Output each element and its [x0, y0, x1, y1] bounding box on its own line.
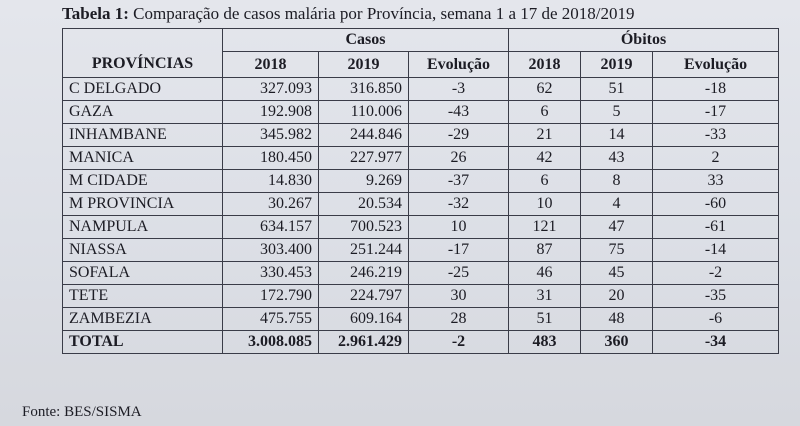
cell-casos-evolucao: -29 [409, 124, 509, 147]
header-casos-2018: 2018 [223, 52, 319, 78]
cell-obitos-2019: 51 [581, 78, 653, 101]
cell-casos-2018: 475.755 [223, 308, 319, 331]
cell-casos-2018: 330.453 [223, 262, 319, 285]
header-obitos: Óbitos [509, 29, 779, 52]
table-row [63, 216, 779, 239]
cell-casos-2019: 316.850 [319, 78, 409, 101]
cell-casos-evolucao: -43 [409, 101, 509, 124]
cell-casos-2019: 20.534 [319, 193, 409, 216]
cell-casos-evolucao: -37 [409, 170, 509, 193]
header-provincias: PROVÍNCIAS [63, 29, 223, 78]
cell-casos-2019: 609.164 [319, 308, 409, 331]
cell-total-obitos-2018: 483 [509, 331, 581, 354]
cell-casos-2019: 227.977 [319, 147, 409, 170]
cell-provincia: TETE [63, 285, 223, 308]
cell-casos-2019: 9.269 [319, 170, 409, 193]
cell-provincia: MANICA [63, 147, 223, 170]
table-row [63, 239, 779, 262]
cell-obitos-evolucao: -2 [653, 262, 779, 285]
cell-casos-2018: 14.830 [223, 170, 319, 193]
cell-provincia: M CIDADE [63, 170, 223, 193]
cell-provincia: C DELGADO [63, 78, 223, 101]
header-obitos-evolucao: Evolução [653, 52, 779, 78]
cell-casos-evolucao: -17 [409, 239, 509, 262]
table-row [63, 170, 779, 193]
table-caption-text: Comparação de casos malária por Província, semana 1 a 17 de 2018/2019 [133, 4, 635, 23]
cell-total-obitos-evolucao: -34 [653, 331, 779, 354]
header-row-groups [63, 29, 779, 52]
table-row [63, 285, 779, 308]
cell-obitos-2019: 75 [581, 239, 653, 262]
cell-obitos-2018: 31 [509, 285, 581, 308]
cell-total-label: TOTAL [63, 331, 223, 354]
cell-provincia: GAZA [63, 101, 223, 124]
cell-provincia: M PROVINCIA [63, 193, 223, 216]
header-obitos-2018: 2018 [509, 52, 581, 78]
cell-provincia: SOFALA [63, 262, 223, 285]
cell-obitos-evolucao: -61 [653, 216, 779, 239]
cell-casos-2018: 30.267 [223, 193, 319, 216]
table-row [63, 308, 779, 331]
cell-obitos-evolucao: -18 [653, 78, 779, 101]
cell-obitos-2019: 47 [581, 216, 653, 239]
cell-casos-evolucao: 10 [409, 216, 509, 239]
table-row [63, 101, 779, 124]
cell-provincia: NAMPULA [63, 216, 223, 239]
cell-casos-evolucao: 28 [409, 308, 509, 331]
cell-obitos-2019: 5 [581, 101, 653, 124]
cell-casos-2018: 345.982 [223, 124, 319, 147]
cell-casos-2019: 224.797 [319, 285, 409, 308]
cell-total-casos-2018: 3.008.085 [223, 331, 319, 354]
malaria-cases-table [62, 28, 779, 354]
cell-casos-2019: 246.219 [319, 262, 409, 285]
cell-casos-2019: 244.846 [319, 124, 409, 147]
table-row [63, 193, 779, 216]
cell-obitos-2019: 20 [581, 285, 653, 308]
cell-casos-evolucao: 26 [409, 147, 509, 170]
cell-obitos-2018: 6 [509, 170, 581, 193]
cell-obitos-2019: 4 [581, 193, 653, 216]
cell-provincia: NIASSA [63, 239, 223, 262]
cell-obitos-evolucao: 33 [653, 170, 779, 193]
table-caption [62, 4, 635, 24]
cell-casos-2018: 327.093 [223, 78, 319, 101]
cell-casos-2018: 192.908 [223, 101, 319, 124]
cell-total-casos-evolucao: -2 [409, 331, 509, 354]
cell-obitos-2018: 62 [509, 78, 581, 101]
cell-obitos-2018: 42 [509, 147, 581, 170]
cell-obitos-2018: 21 [509, 124, 581, 147]
cell-casos-2019: 700.523 [319, 216, 409, 239]
cell-obitos-2019: 14 [581, 124, 653, 147]
cell-obitos-2019: 8 [581, 170, 653, 193]
table-row [63, 78, 779, 101]
table-row [63, 124, 779, 147]
cell-obitos-2018: 121 [509, 216, 581, 239]
cell-obitos-evolucao: -35 [653, 285, 779, 308]
cell-obitos-2019: 43 [581, 147, 653, 170]
cell-casos-2018: 634.157 [223, 216, 319, 239]
table-caption-label: Tabela 1: [62, 4, 129, 23]
cell-obitos-evolucao: -6 [653, 308, 779, 331]
header-casos: Casos [223, 29, 509, 52]
cell-total-casos-2019: 2.961.429 [319, 331, 409, 354]
cell-obitos-2018: 51 [509, 308, 581, 331]
cell-obitos-2018: 87 [509, 239, 581, 262]
table-row [63, 147, 779, 170]
cell-casos-2018: 172.790 [223, 285, 319, 308]
cell-casos-evolucao: -3 [409, 78, 509, 101]
header-obitos-2019: 2019 [581, 52, 653, 78]
total-row [63, 331, 779, 354]
cell-obitos-2018: 6 [509, 101, 581, 124]
cell-obitos-evolucao: -60 [653, 193, 779, 216]
cell-casos-2018: 303.400 [223, 239, 319, 262]
cell-casos-evolucao: -32 [409, 193, 509, 216]
cell-provincia: INHAMBANE [63, 124, 223, 147]
cell-obitos-evolucao: 2 [653, 147, 779, 170]
cell-obitos-evolucao: -33 [653, 124, 779, 147]
table-row [63, 262, 779, 285]
header-casos-evolucao: Evolução [409, 52, 509, 78]
cell-casos-evolucao: -25 [409, 262, 509, 285]
cell-casos-2019: 251.244 [319, 239, 409, 262]
cell-casos-2019: 110.006 [319, 101, 409, 124]
cell-casos-2018: 180.450 [223, 147, 319, 170]
cell-obitos-2019: 48 [581, 308, 653, 331]
cell-casos-evolucao: 30 [409, 285, 509, 308]
cell-provincia: ZAMBEZIA [63, 308, 223, 331]
cell-obitos-2019: 45 [581, 262, 653, 285]
cell-total-obitos-2019: 360 [581, 331, 653, 354]
cell-obitos-evolucao: -14 [653, 239, 779, 262]
cell-obitos-2018: 46 [509, 262, 581, 285]
cell-obitos-evolucao: -17 [653, 101, 779, 124]
cell-obitos-2018: 10 [509, 193, 581, 216]
source-note: Fonte: BES/SISMA [22, 404, 142, 420]
header-casos-2019: 2019 [319, 52, 409, 78]
